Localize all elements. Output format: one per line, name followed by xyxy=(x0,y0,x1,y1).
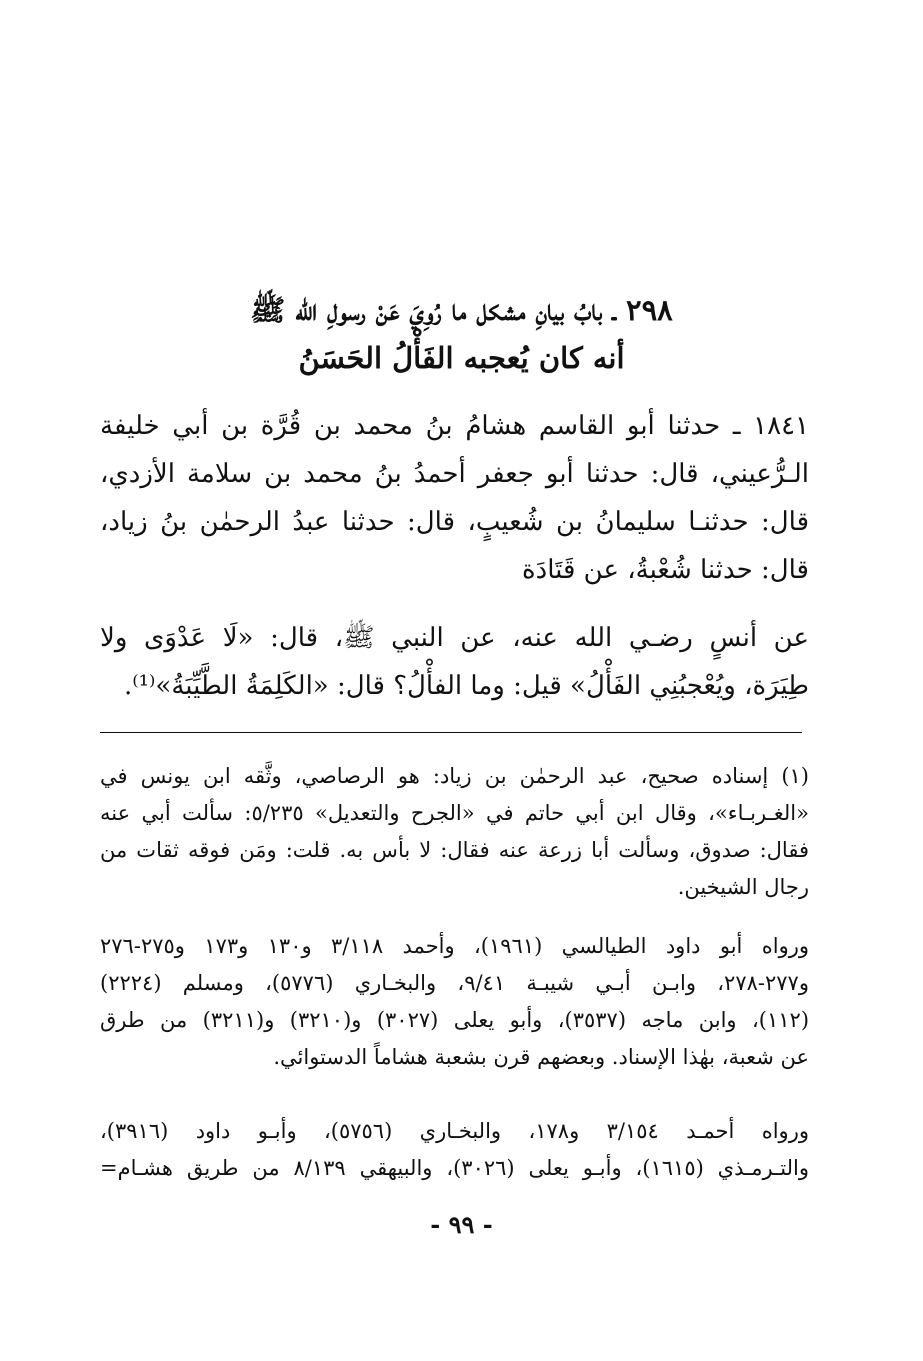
hadith-matn xyxy=(100,614,809,710)
footnote-3-line-1: ورواه أحمـد ٣/١٥٤ و١٧٨، والبخـاري (٥٧٥٦)، وأبـو داود (٣٩١٦)، xyxy=(100,1119,809,1143)
footnote-2-line-1: ورواه أبو داود الطيالسي (١٩٦١)، وأحمد ٣/١١٨ و١٣٠ و١٧٣ و٢٧٥-٢٧٦ xyxy=(100,934,809,958)
matn-line-1: عن أنسٍ رضـي الله عنه، عن النبي ﷺ، قال: «لَا عَدْوَى ولا xyxy=(100,623,809,653)
chapter-title-line-2: أنه كان يُعجبه الفَأْلُ الحَسَنُ xyxy=(298,341,625,375)
matn-line-2: طِيَرَة، ويُعْجبُنِي الفَأْلُ» قيل: وما الفأْلُ؟ قال: «الكَلِمَةُ الطَّيِّبَةُ»⁽¹⁾. xyxy=(123,671,809,701)
footnote-2-line-3: (١١٢)، وابن ماجه (٣٥٣٧)، وأبو يعلى (٣٠٢٧) و(٣٢١٠) و(٣٢١١) من طرق xyxy=(100,1008,810,1032)
chapter-heading xyxy=(100,286,823,382)
footnote-1-line-4: رجال الشيخين. xyxy=(677,875,809,899)
footnote-3 xyxy=(100,1113,809,1187)
isnad-line-1: ١٨٤١ ـ حدثنا أبو القاسم هشامُ بنُ محمد بن قُرَّة بن أبي خليفة xyxy=(100,411,809,441)
page-number: - ٩٩ - xyxy=(430,1210,493,1239)
footnote-2-line-2: و٢٧٧-٢٧٨، وابـن أبـي شيبـة ٩/٤١، والبخـاري (٥٧٧٦)، ومسلم (٢٢٢٤) xyxy=(100,971,809,995)
footnote-1-line-2: «الغـربـاء»، وقال ابن أبي حاتم في «الجرح والتعديل» ٥/٢٣٥: سألت أبي عنه xyxy=(100,801,809,825)
chapter-title-line-1: ٢٩٨ ـ بابُ بيانِ مشكل ما رُوِيَ عَنْ رسولِ الله ﷺ xyxy=(250,293,673,327)
isnad-line-3: قال: حدثنـا سليمانُ بن شُعيبٍ، قال: حدثنا عبدُ الرحمٰن بنُ زياد، xyxy=(100,507,809,537)
footnote-1-line-1: (١) إسناده صحيح، عبد الرحمٰن بن زياد: هو الرصاصي، وثَّقه ابن يونس في xyxy=(100,764,809,788)
footnote-2 xyxy=(100,928,809,1076)
footnote-3-line-2: والتـرمـذي (١٦١٥)، وأبـو يعلى (٣٠٢٦)، والبيهقي ٨/١٣٩ من طريق هشـام= xyxy=(100,1156,809,1180)
footnote-1-line-3: فقال: صدوق، وسألت أبا زرعة عنه فقال: لا بأس به. قلت: ومَن فوقه ثقات من xyxy=(100,838,809,862)
isnad-line-2: الـرُّعيني، قال: حدثنا أبو جعفر أحمدُ بنُ محمد بن سلامة الأزدي، xyxy=(100,459,809,489)
footnote-separator xyxy=(100,732,802,733)
footnote-2-line-4: عن شعبة، بهٰذا الإسناد. وبعضهم قرن بشعبة هشاماً الدستوائي. xyxy=(273,1045,809,1069)
hadith-isnad xyxy=(100,402,809,594)
isnad-line-4: قال: حدثنا شُعْبةُ، عن قَتَادَة xyxy=(522,555,809,585)
footnote-1 xyxy=(100,758,809,906)
